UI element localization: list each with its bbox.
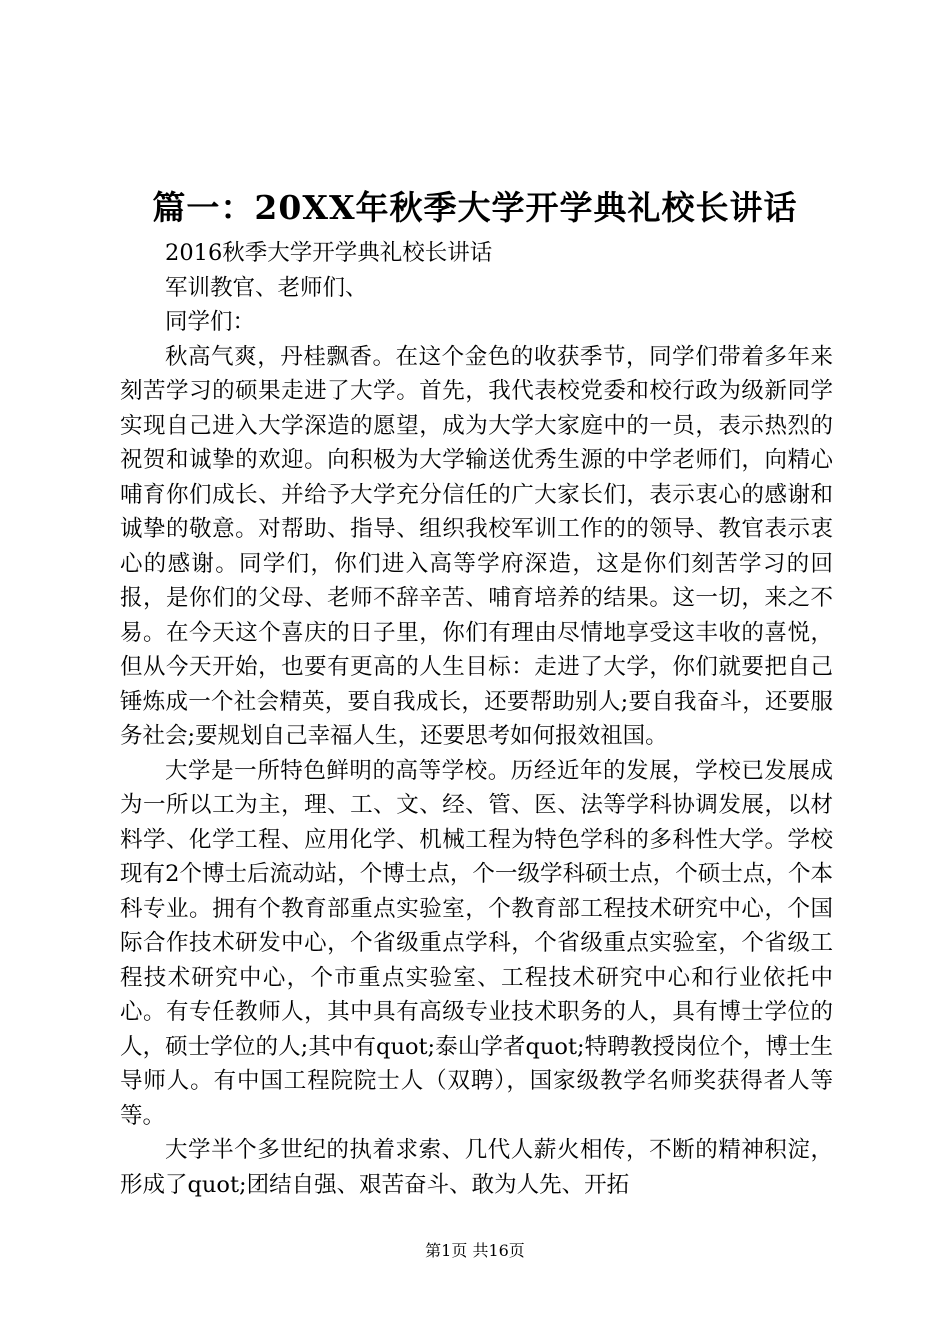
paragraph: 秋高气爽，丹桂飘香。在这个金色的收获季节，同学们带着多年来刻苦学习的硕果走进了大学。首先，我代表校党委和校行政为级新同学实现自己进入大学深造的愿望，成为大学大家庭中的一员，表示热烈的祝贺和诚挚的欢迎。向积极为大学输送优秀生源的中学老师们，向精心哺育你们成长、并给予大学充分信任的广大家长们，表示衷心的感谢和诚挚的敬意。对帮助、指导、组织我校军训工作的的领导、教官表示衷心的感谢。同学们，你们进入高等学府深造，这是你们刻苦学习的回报，是你们的父母、老师不辞辛苦、哺育培养的结果。这一切，来之不易。在今天这个喜庆的日子里，你们有理由尽情地享受这丰收的喜悦，但从今天开始，也要有更高的人生目标：走进了大学，你们就要把自己锤炼成一个社会精英，要自我成长，还要帮助别人;要自我奋斗，还要服务社会;要规划自己幸福人生，还要思考如何报效祖国。 (120, 343, 833, 749)
document-body (120, 236, 833, 1202)
paragraph: 军训教官、老师们、 (165, 274, 368, 301)
document-title: 篇一：20XX年秋季大学开学典礼校长讲话 (152, 188, 798, 227)
paragraph: 同学们： (165, 309, 256, 335)
page-number-footer: 第1页 共16页 (425, 1241, 525, 1260)
paragraph: 大学是一所特色鲜明的高等学校。历经近年的发展，学校已发展成为一所以工为主，理、工、文、经、管、医、法等学科协调发展，以材料学、化学工程、应用化学、机械工程为特色学科的多科性大学。学校现有2个博士后流动站，个博士点，个一级学科硕士点，个硕士点，个本科专业。拥有个教育部重点实验室，个教育部工程技术研究中心，个国际合作技术研发中心，个省级重点学科，个省级重点实验室，个省级工程技术研究中心，个市重点实验室、工程技术研究中心和行业依托中心。有专任教师人，其中具有高级专业技术职务的人，具有博士学位的人，硕士学位的人;其中有quot;泰山学者quot;特聘教授岗位个，博士生导师人。有中国工程院院士人（双聘），国家级教学名师奖获得者人等等。 (120, 757, 833, 1129)
paragraph: 大学半个多世纪的执着求索、几代人薪火相传，不断的精神积淀，形成了quot;团结自强、艰苦奋斗、敢为人先、开拓 (120, 1137, 833, 1198)
paragraph: 2016秋季大学开学典礼校长讲话 (165, 240, 493, 266)
